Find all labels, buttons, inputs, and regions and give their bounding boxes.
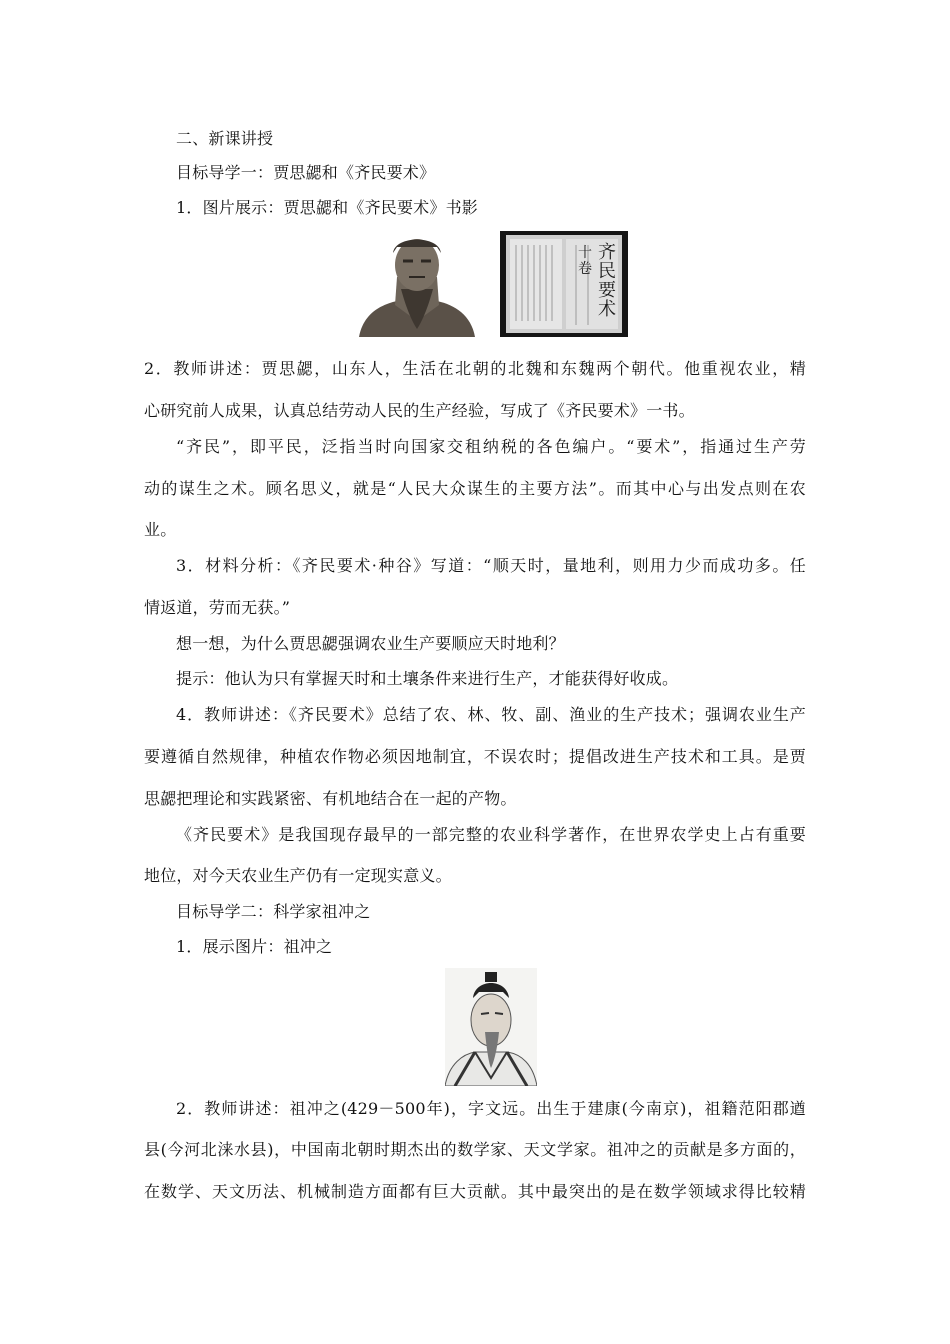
significance-line1: 《齐民要术》是我国现存最早的一部完整的农业科学著作，在世界农学史上占有重要	[176, 825, 806, 844]
goal1-item2-line1: 2．教师讲述：贾思勰，山东人，生活在北朝的北魏和东魏两个朝代。他重视农业，精	[144, 359, 806, 378]
goal2-item2-line2: 县(今河北涞水县)，中国南北朝时期杰出的数学家、天文学家。祖冲之的贡献是多方面的，	[144, 1140, 806, 1159]
qimin-para-line1: “齐民”，即平民，泛指当时向国家交租纳税的各色编户。“要术”，指通过生产劳	[176, 437, 806, 456]
jia-sixie-bust-image	[353, 231, 480, 337]
qiminyaoshu-book-image	[500, 231, 628, 337]
goal1-item4-line2: 要遵循自然规律，种植农作物必须因地制宜，不误农时；提倡改进生产技术和工具。是贾	[144, 747, 806, 766]
goal2-title: 目标导学二：科学家祖冲之	[176, 902, 371, 921]
hint-text: 提示：他认为只有掌握天时和土壤条件来进行生产，才能获得好收成。	[176, 669, 679, 688]
goal1-title: 目标导学一：贾思勰和《齐民要术》	[176, 163, 436, 182]
qimin-para-line3: 业。	[144, 520, 177, 539]
goal1-item3-line2: 情返道，劳而无获。”	[144, 598, 291, 617]
goal1-item3-line1: 3．材料分析：《齐民要术·种谷》写道：“顺天时，量地利，则用力少而成功多。任	[176, 556, 806, 575]
significance-line2: 地位，对今天农业生产仍有一定现实意义。	[144, 866, 452, 885]
section-title: 二、新课讲授	[176, 129, 274, 148]
goal2-item2-line3: 在数学、天文历法、机械制造方面都有巨大贡献。其中最突出的是在数学领域求得比较精	[144, 1182, 806, 1201]
goal1-item4-line3: 思勰把理论和实践紧密、有机地结合在一起的产物。	[144, 789, 517, 808]
book-cover-title: 齐民要术	[598, 242, 616, 320]
goal1-item2-line2: 心研究前人成果，认真总结劳动人民的生产经验，写成了《齐民要术》一书。	[144, 401, 695, 420]
qimin-para-line2: 动的谋生之术。顾名思义，就是“人民大众谋生的主要方法”。而其中心与出发点则在农	[144, 479, 806, 498]
goal1-item4-line1: 4．教师讲述：《齐民要术》总结了农、林、牧、副、渔业的生产技术；强调农业生产	[176, 705, 806, 724]
goal2-item1: 1．展示图片：祖冲之	[176, 937, 333, 956]
book-volume-label: 十卷	[578, 245, 592, 277]
goal2-item2-line1: 2．教师讲述：祖冲之(429－500年)，字文远。出生于建康(今南京)，祖籍范阳郡遒	[176, 1099, 806, 1118]
goal1-item1: 1．图片展示：贾思勰和《齐民要术》书影	[176, 198, 478, 217]
zu-chongzhi-portrait-image	[445, 968, 537, 1086]
think-question: 想一想，为什么贾思勰强调农业生产要顺应天时地利？	[176, 634, 565, 653]
